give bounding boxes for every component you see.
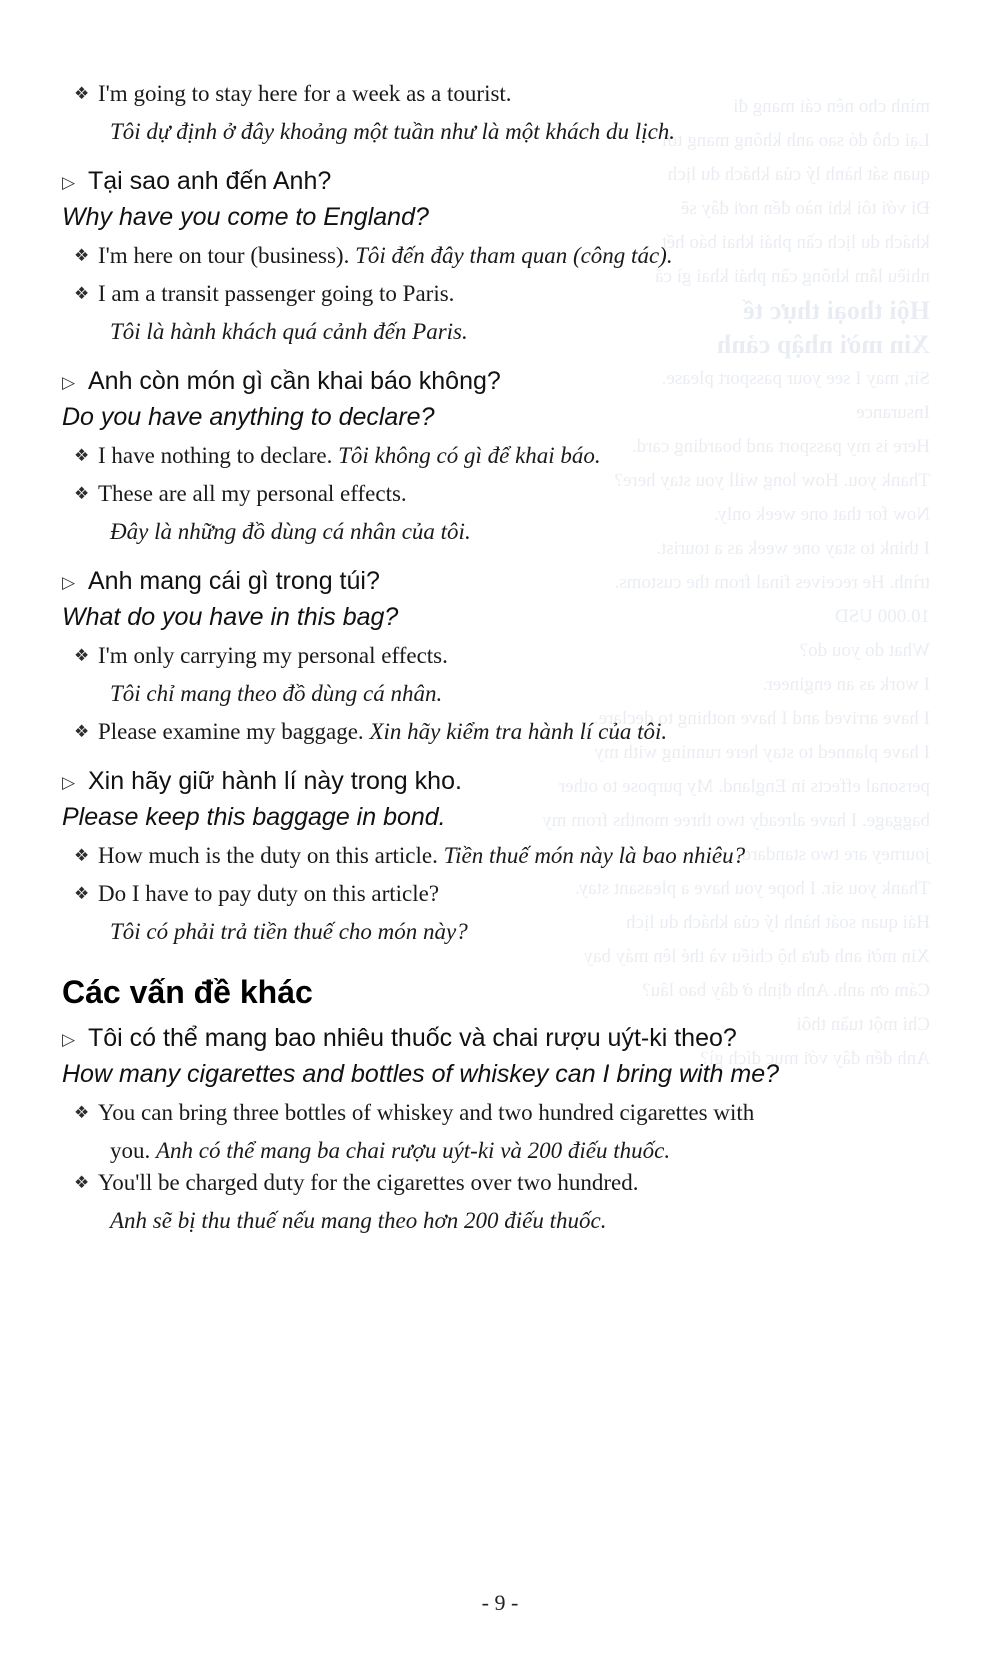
list-item-vietnamese: Xin hãy kiểm tra hành lí của tôi. [369, 719, 668, 744]
question-english: Do you have anything to declare? [62, 403, 435, 431]
list-item-vietnamese: Tôi đến đây tham quan (công tác). [355, 243, 673, 268]
list-item [62, 278, 938, 310]
question-row [62, 364, 938, 398]
list-item [62, 78, 938, 110]
question-vietnamese: Xin hãy giữ hành lí này trong kho. [88, 767, 462, 795]
diamond-icon: ❖ [74, 446, 90, 465]
qa-block-6 [62, 1021, 938, 1237]
list-item [62, 878, 938, 910]
list-item-english: I have nothing to declare. [98, 443, 339, 468]
question-row [62, 164, 938, 198]
diamond-icon: ❖ [74, 646, 90, 665]
list-item-vietnamese: Tôi không có gì để khai báo. [338, 443, 601, 468]
list-item [62, 640, 938, 672]
question-vietnamese: Anh còn món gì cần khai báo không? [88, 367, 501, 395]
diamond-icon: ❖ [74, 1103, 90, 1122]
qa-block-1 [62, 164, 938, 348]
list-item-translation: Đây là những đồ dùng cá nhân của tôi. [110, 519, 471, 544]
list-item [62, 716, 938, 748]
page-title: Các vấn đề khác [62, 974, 313, 1010]
list-item-vietnamese: Tiền thuế món này là bao nhiêu? [443, 843, 746, 868]
diamond-icon: ❖ [74, 884, 90, 903]
list-item-vietnamese: Anh có thể mang ba chai rượu uýt-ki và 200 điếu thuốc. [156, 1138, 671, 1163]
triangle-icon: ▷ [62, 773, 76, 792]
list-item-continuation [62, 1135, 938, 1167]
list-item [62, 1097, 938, 1129]
list-item-translation: Anh sẽ bị thu thuế nếu mang theo hơn 200 điếu thuốc. [110, 1208, 607, 1233]
bullet-group-3 [62, 640, 938, 748]
list-item-text: I am a transit passenger going to Paris. [98, 281, 455, 306]
list-item-text [98, 716, 667, 748]
list-item-english: I'm here on tour (business). [98, 243, 356, 268]
page-bleed-through: mình cho nên cái mang đi Lại chỗ đó sao anh không mang tới quan sát hành lý của khách du lịch Đi với tôi khi nào đến nơi đây sẽ khách du lịch cần phải khai báo hết nhiều lắm không cần phải khai gì cả Hội thoại thực tế Xin mời nhập cảnh Sir, may I see your passport please. Insurance Here is my passport and boarding card. Thank you. How long will you stay here? Now for that one week only. I think to stay one week as a tourist. trình. He receives final from the customs. 10.000 USD What do you do? I work as an engineer. I have arrived and I have nothing to declare. I have planned to stay here running with my personal effects in England. My purpose to other baggage. I have already two three months from my journey are two standard. Thank you sir. I hope you have a pleasant stay. Hải quan soát hành lý của khách du lịch Xin mời anh đưa hộ chiếu và thẻ lên máy bay Cám ơn anh. Anh định ở đây bao lâu? Chỉ một tuần thôi Anh đến đây với mục đích gì? [542, 96, 930, 1069]
list-item-english: How much is the duty on this article. [98, 843, 444, 868]
list-item [62, 440, 938, 472]
qa-block-2 [62, 364, 938, 548]
list-item [62, 478, 938, 510]
list-item [62, 1167, 938, 1199]
diamond-icon: ❖ [74, 246, 90, 265]
list-item-text [98, 240, 673, 272]
qa-block-4 [62, 764, 938, 948]
question-english: Why have you come to England? [62, 203, 429, 231]
list-item-text: I'm going to stay here for a week as a tourist. [98, 81, 512, 106]
list-item [62, 240, 938, 272]
question-english: How many cigarettes and bottles of whiskey can I bring with me? [62, 1060, 780, 1088]
question-english: What do you have in this bag? [62, 603, 399, 631]
list-item-english: you. [110, 1138, 156, 1163]
list-item-translation: Tôi chỉ mang theo đồ dùng cá nhân. [110, 681, 443, 706]
question-vietnamese: Tại sao anh đến Anh? [88, 167, 332, 195]
question-vietnamese: Anh mang cái gì trong túi? [88, 567, 380, 595]
question-row [62, 564, 938, 598]
qa-block-3 [62, 564, 938, 748]
question-row [62, 1021, 938, 1055]
triangle-icon: ▷ [62, 573, 76, 592]
bullet-group-0 [62, 78, 938, 148]
bullet-group-2 [62, 440, 938, 548]
bullet-group-6 [62, 1097, 938, 1237]
diamond-icon: ❖ [74, 484, 90, 503]
list-item-text [98, 440, 601, 472]
bullet-group-1 [62, 240, 938, 348]
list-item [62, 840, 938, 872]
list-item-translation: Tôi dự định ở đây khoảng một tuần như là một khách du lịch. [110, 119, 676, 144]
triangle-icon: ▷ [62, 1030, 76, 1049]
list-item-text: I'm only carrying my personal effects. [98, 643, 448, 668]
list-item-english: Please examine my baggage. [98, 719, 370, 744]
question-vietnamese: Tôi có thể mang bao nhiêu thuốc và chai rượu uýt-ki theo? [88, 1024, 737, 1052]
list-item-translation: Tôi là hành khách quá cảnh đến Paris. [110, 319, 468, 344]
list-item-text: You can bring three bottles of whiskey and two hundred cigarettes with [98, 1100, 755, 1125]
triangle-icon: ▷ [62, 173, 76, 192]
diamond-icon: ❖ [74, 722, 90, 741]
bullet-group-4 [62, 840, 938, 948]
triangle-icon: ▷ [62, 373, 76, 392]
question-english: Please keep this baggage in bond. [62, 803, 446, 831]
list-item-text: Do I have to pay duty on this article? [98, 881, 440, 906]
question-row [62, 764, 938, 798]
diamond-icon: ❖ [74, 284, 90, 303]
diamond-icon: ❖ [74, 1173, 90, 1192]
diamond-icon: ❖ [74, 846, 90, 865]
page-number: - 9 - [481, 1590, 519, 1615]
list-item-text: These are all my personal effects. [98, 481, 407, 506]
list-item-text: You'll be charged duty for the cigarettes over two hundred. [98, 1170, 639, 1195]
list-item-translation: Tôi có phải trả tiền thuế cho món này? [110, 919, 468, 944]
diamond-icon: ❖ [74, 84, 90, 103]
list-item-text [98, 840, 745, 872]
